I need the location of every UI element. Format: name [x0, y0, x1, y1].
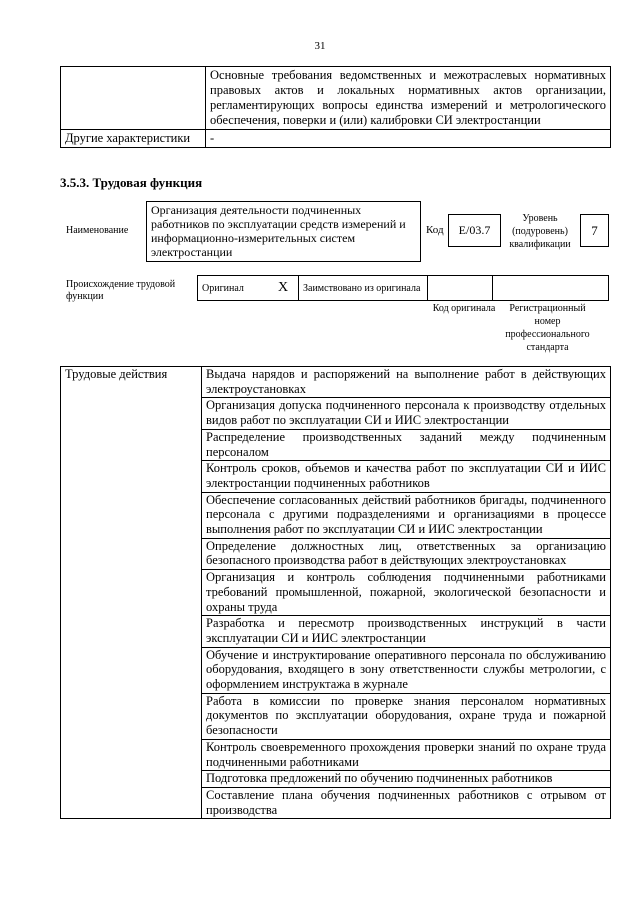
table-row	[61, 67, 611, 130]
page-number: 31	[314, 40, 326, 52]
labor-action-item: Контроль сроков, объемов и качества работ по эксплуатации СИ и ИИС электростанции подчиненных работников	[202, 461, 611, 492]
labor-action-item: Подготовка предложений по обучению подчиненных работников	[202, 771, 611, 788]
origin-table	[197, 275, 609, 301]
section-heading: 3.5.3. Трудовая функция	[60, 175, 203, 190]
labor-action-item: Обеспечение согласованных действий работников бригады, подчиненного персонала с другими подразделениями и организациями в процессе выполнения работ по эксплуатации СИ и ИИС электростанции	[202, 492, 611, 538]
name-label: Наименование	[66, 225, 129, 236]
table-cell-value: Основные требования ведомственных и межотраслевых нормативных правовых актов и локальных нормативных актов организации, регламентирующих вопросы единства измерений и метрологического обеспечения, поверки и (или) калибровки СИ электростанции	[206, 67, 611, 130]
labor-action-item: Работа в комиссии по проверке знания персоналом нормативных документов по эксплуатации оборудования, охране труда и пожарной безопасности	[202, 693, 611, 739]
function-name-box: Организация деятельности подчиненных работников по эксплуатации средств измерений и информационно-измерительных систем электростанции	[146, 201, 421, 262]
code-original-caption: Код оригинала	[432, 303, 496, 314]
labor-action-item: Распределение производственных заданий между подчиненным персоналом	[202, 429, 611, 460]
original-code-cell	[428, 276, 493, 301]
code-value-box: E/03.7	[448, 214, 501, 247]
registration-number-caption: Регистрационный номер профессионального стандарта	[505, 303, 590, 353]
qualification-level-label: Уровень (подуровень) квалификации	[509, 213, 571, 250]
original-label: Оригинал	[198, 276, 269, 301]
registration-number-cell	[493, 276, 609, 301]
labor-action-item: Контроль своевременного прохождения проверки знаний по охране труда подчиненными работниками	[202, 739, 611, 770]
table-cell-label	[61, 67, 206, 130]
top-continuation-table	[60, 66, 611, 148]
labor-actions-table	[60, 366, 611, 819]
table-cell-value: -	[206, 130, 611, 148]
borrowed-label: Заимствовано из оригинала	[299, 276, 428, 301]
table-cell-label: Другие характеристики	[61, 130, 206, 148]
labor-actions-label: Трудовые действия	[61, 367, 202, 819]
table-row	[198, 276, 609, 301]
code-label: Код	[426, 224, 444, 236]
labor-action-item: Обучение и инструктирование оперативного персонала по обслуживанию оборудования, входящего в зону ответственности службы метрологии, с оформлением инструктажа в журнале	[202, 647, 611, 693]
labor-action-item: Организация допуска подчиненного персонала к производству отдельных видов работ по эксплуатации СИ и ИИС электростанции	[202, 398, 611, 429]
labor-action-item: Определение должностных лиц, ответственных за организацию безопасного производства работ в действующих электроустановках	[202, 538, 611, 569]
labor-action-item: Разработка и пересмотр производственных инструкций в части эксплуатации СИ и ИИС электростанции	[202, 616, 611, 647]
original-mark: X	[268, 276, 299, 301]
table-row	[61, 367, 611, 398]
labor-action-item: Организация и контроль соблюдения подчиненными работниками требований промышленной, пожарной, экологической безопасности и охраны труда	[202, 570, 611, 616]
origin-label: Происхождение трудовой функции	[66, 279, 176, 302]
labor-action-item: Составление плана обучения подчиненных работников с отрывом от производства	[202, 787, 611, 818]
qualification-level-box: 7	[580, 214, 609, 247]
labor-action-item: Выдача нарядов и распоряжений на выполнение работ в действующих электроустановках	[202, 367, 611, 398]
table-row	[61, 130, 611, 148]
